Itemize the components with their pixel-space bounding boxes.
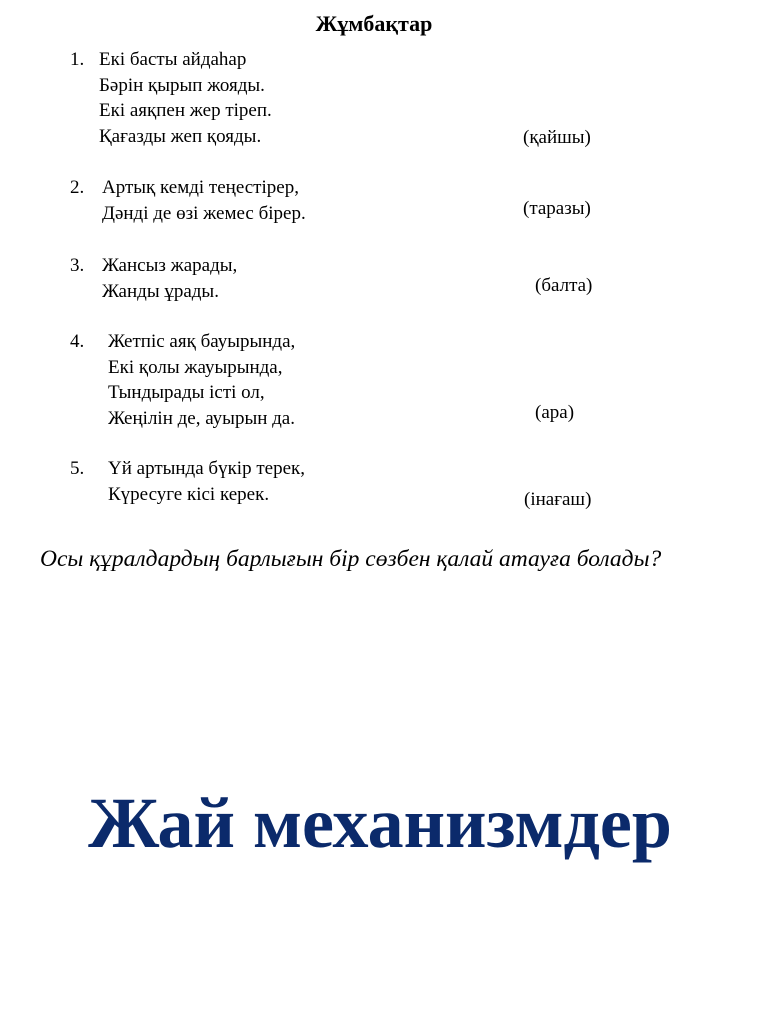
riddle-line: Жансыз жарады, xyxy=(102,255,238,276)
riddle-text xyxy=(102,175,306,226)
riddle-line: Жетпіс аяқ бауырында, xyxy=(108,331,296,352)
riddle-number: 2. xyxy=(70,177,85,198)
riddle-line: Жеңілін де, ауырын да. xyxy=(108,407,295,429)
page-title: Жұмбақтар xyxy=(315,11,433,36)
riddle-line: Күресуге кісі керек. xyxy=(108,483,270,505)
riddle-number: 5. xyxy=(70,458,85,479)
riddle-line: Артық кемді теңестірер, xyxy=(102,177,299,198)
riddle-text xyxy=(108,329,295,431)
riddle-number: 1. xyxy=(70,49,85,70)
riddle-number: 4. xyxy=(70,331,85,352)
riddle-line: Екі аяқпен жер тіреп. xyxy=(99,100,272,121)
riddle-number: 3. xyxy=(70,255,85,276)
riddle-text xyxy=(108,456,305,507)
riddle-answer: (таразы) xyxy=(523,198,591,219)
riddle-line: Екі қолы жауырында, xyxy=(108,356,283,378)
riddle-line: Үй артында бүкір терек, xyxy=(108,458,305,479)
riddle-answer: (қайшы) xyxy=(523,127,591,148)
headline: Жай механизмдер xyxy=(88,783,672,863)
riddle-line: Қағазды жеп қояды. xyxy=(99,125,262,147)
riddle-text xyxy=(102,253,237,304)
riddle-line: Екі басты айдаһар xyxy=(99,49,247,70)
riddle-line: Жанды ұрады. xyxy=(102,280,219,302)
riddle-line: Тындырады істі ол, xyxy=(108,382,265,403)
riddle-answer: (інағаш) xyxy=(524,489,592,510)
riddle-line: Бәрін қырып жояды. xyxy=(99,74,265,96)
question-text: Осы құралдардың барлығын бір сөзбен қалай атауға болады? xyxy=(40,546,662,572)
riddle-line: Дәнді де өзі жемес бірер. xyxy=(102,202,306,224)
riddle-answer: (ара) xyxy=(535,402,575,423)
riddle-answer: (балта) xyxy=(535,275,593,296)
riddle-text xyxy=(99,47,272,149)
